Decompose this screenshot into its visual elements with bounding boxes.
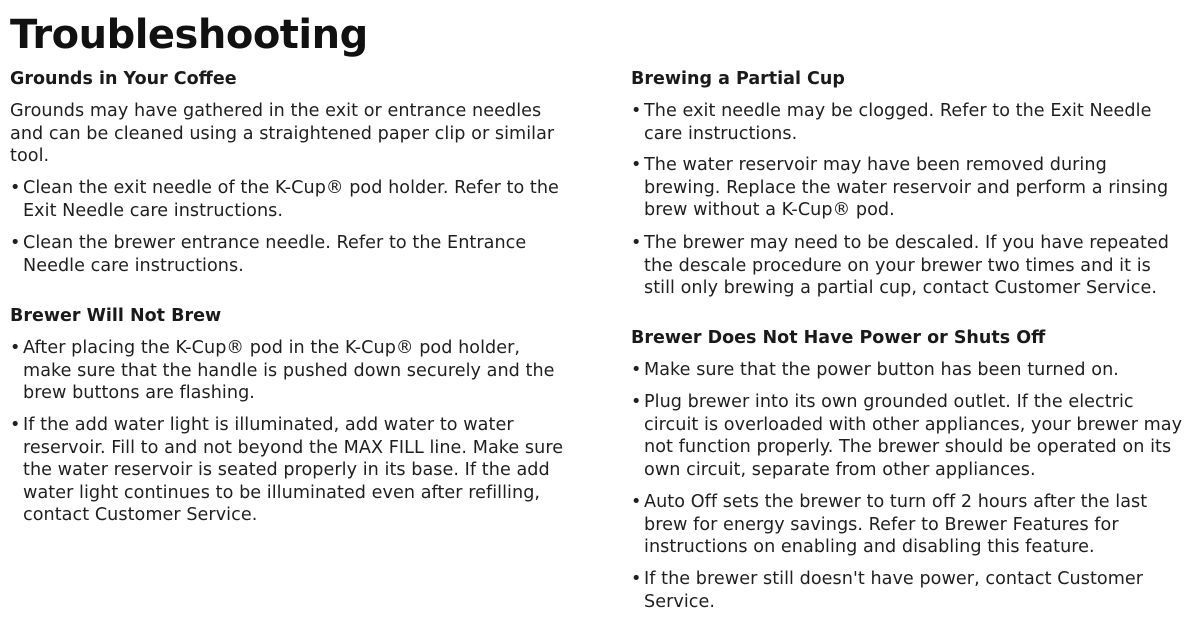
bullet-glyph: • — [631, 360, 642, 380]
page-title: Troubleshooting — [10, 12, 368, 58]
list-item-text: The brewer may need to be descaled. If you have repeated the descale procedure on your brewer two times and it is still only brewing a partial cup, contact Customer Service. — [644, 233, 1169, 299]
list-item — [631, 359, 1186, 382]
bullet-glyph: • — [631, 492, 642, 512]
list-item — [10, 414, 570, 527]
bullet-glyph: • — [10, 415, 21, 435]
grounds-intro: Grounds may have gathered in the exit or entrance needles and can be cleaned using a straightened paper clip or similar tool. — [10, 101, 555, 167]
list-item — [10, 232, 570, 277]
list-item — [10, 177, 570, 222]
list-item — [631, 568, 1186, 613]
bullet-glyph: • — [631, 569, 642, 589]
list-item-text: The water reservoir may have been removed during brewing. Replace the water reservoir and perform a rinsing brew without a K-Cup® pod. — [644, 155, 1169, 221]
section-heading-will-not-brew: Brewer Will Not Brew — [10, 306, 222, 326]
list-item — [631, 491, 1186, 559]
bullet-glyph: • — [10, 178, 21, 198]
bullet-glyph: • — [631, 101, 642, 121]
section-heading-no-power: Brewer Does Not Have Power or Shuts Off — [631, 328, 1046, 348]
list-item-text: Plug brewer into its own grounded outlet. If the electric circuit is overloaded with other appliances, your brewer may not function properly. The brewer should be operated on its own circuit, separate from other appliances. — [644, 392, 1183, 480]
bullet-glyph: • — [631, 233, 642, 253]
bullet-glyph: • — [10, 338, 21, 358]
list-item-text: If the brewer still doesn't have power, contact Customer Service. — [644, 569, 1144, 612]
list-item — [10, 337, 570, 405]
list-item-text: Auto Off sets the brewer to turn off 2 hours after the last brew for energy savings. Refer to Brewer Features for instructions on enabling and disabling this feature. — [644, 492, 1148, 558]
bullet-glyph: • — [10, 233, 21, 253]
list-item-text: After placing the K-Cup® pod in the K-Cup® pod holder, make sure that the handle is pushed down securely and the brew buttons are flashing. — [23, 338, 555, 404]
list-item-text: The exit needle may be clogged. Refer to the Exit Needle care instructions. — [644, 101, 1152, 144]
list-item-text: Clean the exit needle of the K-Cup® pod holder. Refer to the Exit Needle care instructions. — [23, 178, 559, 221]
section-heading-grounds: Grounds in Your Coffee — [10, 69, 237, 89]
bullet-glyph: • — [631, 155, 642, 175]
list-item-text: If the add water light is illuminated, add water to water reservoir. Fill to and not beyond the MAX FILL line. Make sure the water reservoir is seated properly in its base. If the add water light continues to be illuminated even after refilling, contact Customer Service. — [23, 415, 564, 526]
list-item — [631, 232, 1186, 300]
list-item-text: Make sure that the power button has been turned on. — [644, 360, 1119, 380]
list-item — [631, 391, 1186, 481]
list-item — [631, 154, 1186, 222]
list-item-text: Clean the brewer entrance needle. Refer to the Entrance Needle care instructions. — [23, 233, 527, 276]
list-item — [631, 100, 1186, 145]
section-heading-partial-cup: Brewing a Partial Cup — [631, 69, 845, 89]
bullet-glyph: • — [631, 392, 642, 412]
